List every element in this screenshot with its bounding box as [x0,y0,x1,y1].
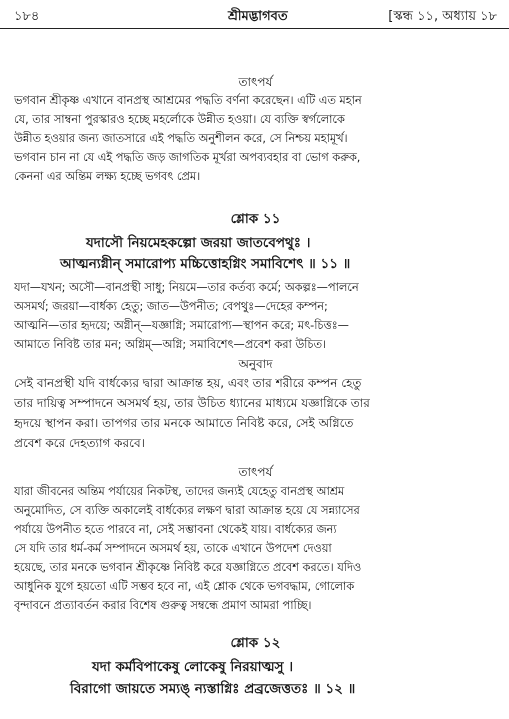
translation-line: সেই বানপ্রস্থী যদি বার্ধক্যের দ্বারা আক্রান্ত হয়, এবং তার শরীরে কম্পন হেতু [14,376,362,390]
purport-line: আধুনিক যুগে হয়তো এটি সম্ভব হবে না, এই শ্লোক থেকে ভগবদ্ধাম, গোলোক [14,580,355,593]
synonym-line: যদা—যখন; অসৌ—বানপ্রস্থী সাধু; নিয়মে—তার কর্তব্য কর্মে; অকল্পঃ—পালনে [14,281,359,294]
purport-line: যারা জীবনের অন্তিম পর্যায়ের নিকটস্থ, তাদের জন্যই যেহেতু বানপ্রস্থ আশ্রম [14,485,345,498]
book-title: শ্রীমদ্ভাগবত [228,9,288,24]
verse-heading: শ্লোক ১২ [230,635,281,651]
purport-line: সে যদি তার ধর্ম-কর্ম সম্পাদনে অসমর্থ হয়, তাকে এখানে উপদেশ দেওয়া [14,542,332,555]
translation-line: হৃদয়ে স্থাপন করা। তাপগর তার মনকে আমাতে নিবিষ্ট করে, সেই অগ্নিতে [14,416,354,430]
section-reference: [স্কন্ধ ১১, অধ্যায় ১৮ [388,9,497,24]
purport-line: যে, তার সাম্বনা পুরস্কারও হচ্ছে মহর্লোকে উন্নীত হওয়া। যে ব্যক্তি স্বর্গলোকে [14,113,345,126]
purport-line: ভগবান শ্রীকৃষ্ণ এখানে বানপ্রস্থ আশ্রমের পদ্ধতি বর্ণনা করেছেন। এটি এত মহান [14,94,362,107]
verse-line: যদাসৌ নিয়মেহকল্পো জরয়া জাতবেপথুঃ । [86,235,311,251]
purport-line: বৃন্দাবনে প্রত্যাবর্তন করার বিশেষ গুরুত্ব সম্বন্ধে প্রমাণ আমরা পাচ্ছি। [14,599,312,612]
purport-heading: তাৎপর্য [238,75,273,89]
translation-line: তার দায়িত্ব সম্পাদনে অসমর্থ হয়, তার উচিত ধ্যানের মাধ্যমে যজ্ঞাগ্নিকে তার [14,396,370,410]
synonym-line: আত্মনি—তার হৃদয়ে; অগ্নীন্—যজ্ঞাগ্নি; সমারোপ্য—স্থাপন করে; মৎ-চিত্তঃ— [14,319,349,332]
purport-line: উন্নীত হওয়ার জন্য জাতসারে এই পদ্ধতি অনুশীলন করে, সে নিশ্চয় মহামূর্খ। [14,132,348,145]
purport-heading: তাৎপর্য [238,465,273,479]
purport-line: কেননা এর অন্তিম লক্ষ্য হচ্ছে ভগবৎ প্রেম। [14,170,201,183]
verse-line: আত্মন্যগ্নীন্ সমারোপ্য মচ্চিত্তোহগ্নিং সমাবিশেৎ ॥ ১১ ॥ [60,256,351,272]
purport-line: অনুমোদিত, সে ব্যক্তি অকালেই বার্ধক্যের লক্ষণ দ্বারা আক্রান্ত হয়ে যে সন্ন্যাসের [14,504,360,517]
page-header [0,4,509,29]
verse-line: বিরাগো জায়তে সম্যঙ্ ন্যস্তাগ্নিঃ প্রব্রজেত্ততঃ ॥ ১২ ॥ [70,681,356,697]
translation-heading: অনুবাদ [238,357,273,371]
purport-line: হয়েছে, তার মনকে ভগবান শ্রীকৃষ্ণে নিবিষ্ট করে যজ্ঞাগ্নিতে প্রবেশ করতে। যদিও [14,561,362,574]
verse-heading: শ্লোক ১১ [230,211,281,227]
verse-line: যদা কর্মবিপাকেষু লোকেষু নিরয়াত্মসু । [92,659,294,675]
synonym-line: অসমর্থ; জরয়া—বার্ধক্য হেতু; জাত—উপনীত; বেপথুঃ—দেহের কম্পন; [14,300,328,313]
page-number: ১৮৪ [14,9,40,24]
translation-line: প্রবেশ করে দেহত্যাগ করবে। [14,436,145,450]
purport-line: পর্যায়ে উপনীত হতে পারবে না, সেই সম্ভাবনা থেকেই যায়। বার্ধক্যের জন্য [14,523,337,536]
synonym-line: আমাতে নিবিষ্ট তার মন; অগ্নিম্—অগ্নি; সমাবিশেৎ—প্রবেশ করা উচিত। [14,338,326,351]
purport-line: ভগবান চান না যে এই পদ্ধতি জড় জাগতিক মূর্খরা অপব্যবহার বা ভোগ করুক, [14,151,361,164]
